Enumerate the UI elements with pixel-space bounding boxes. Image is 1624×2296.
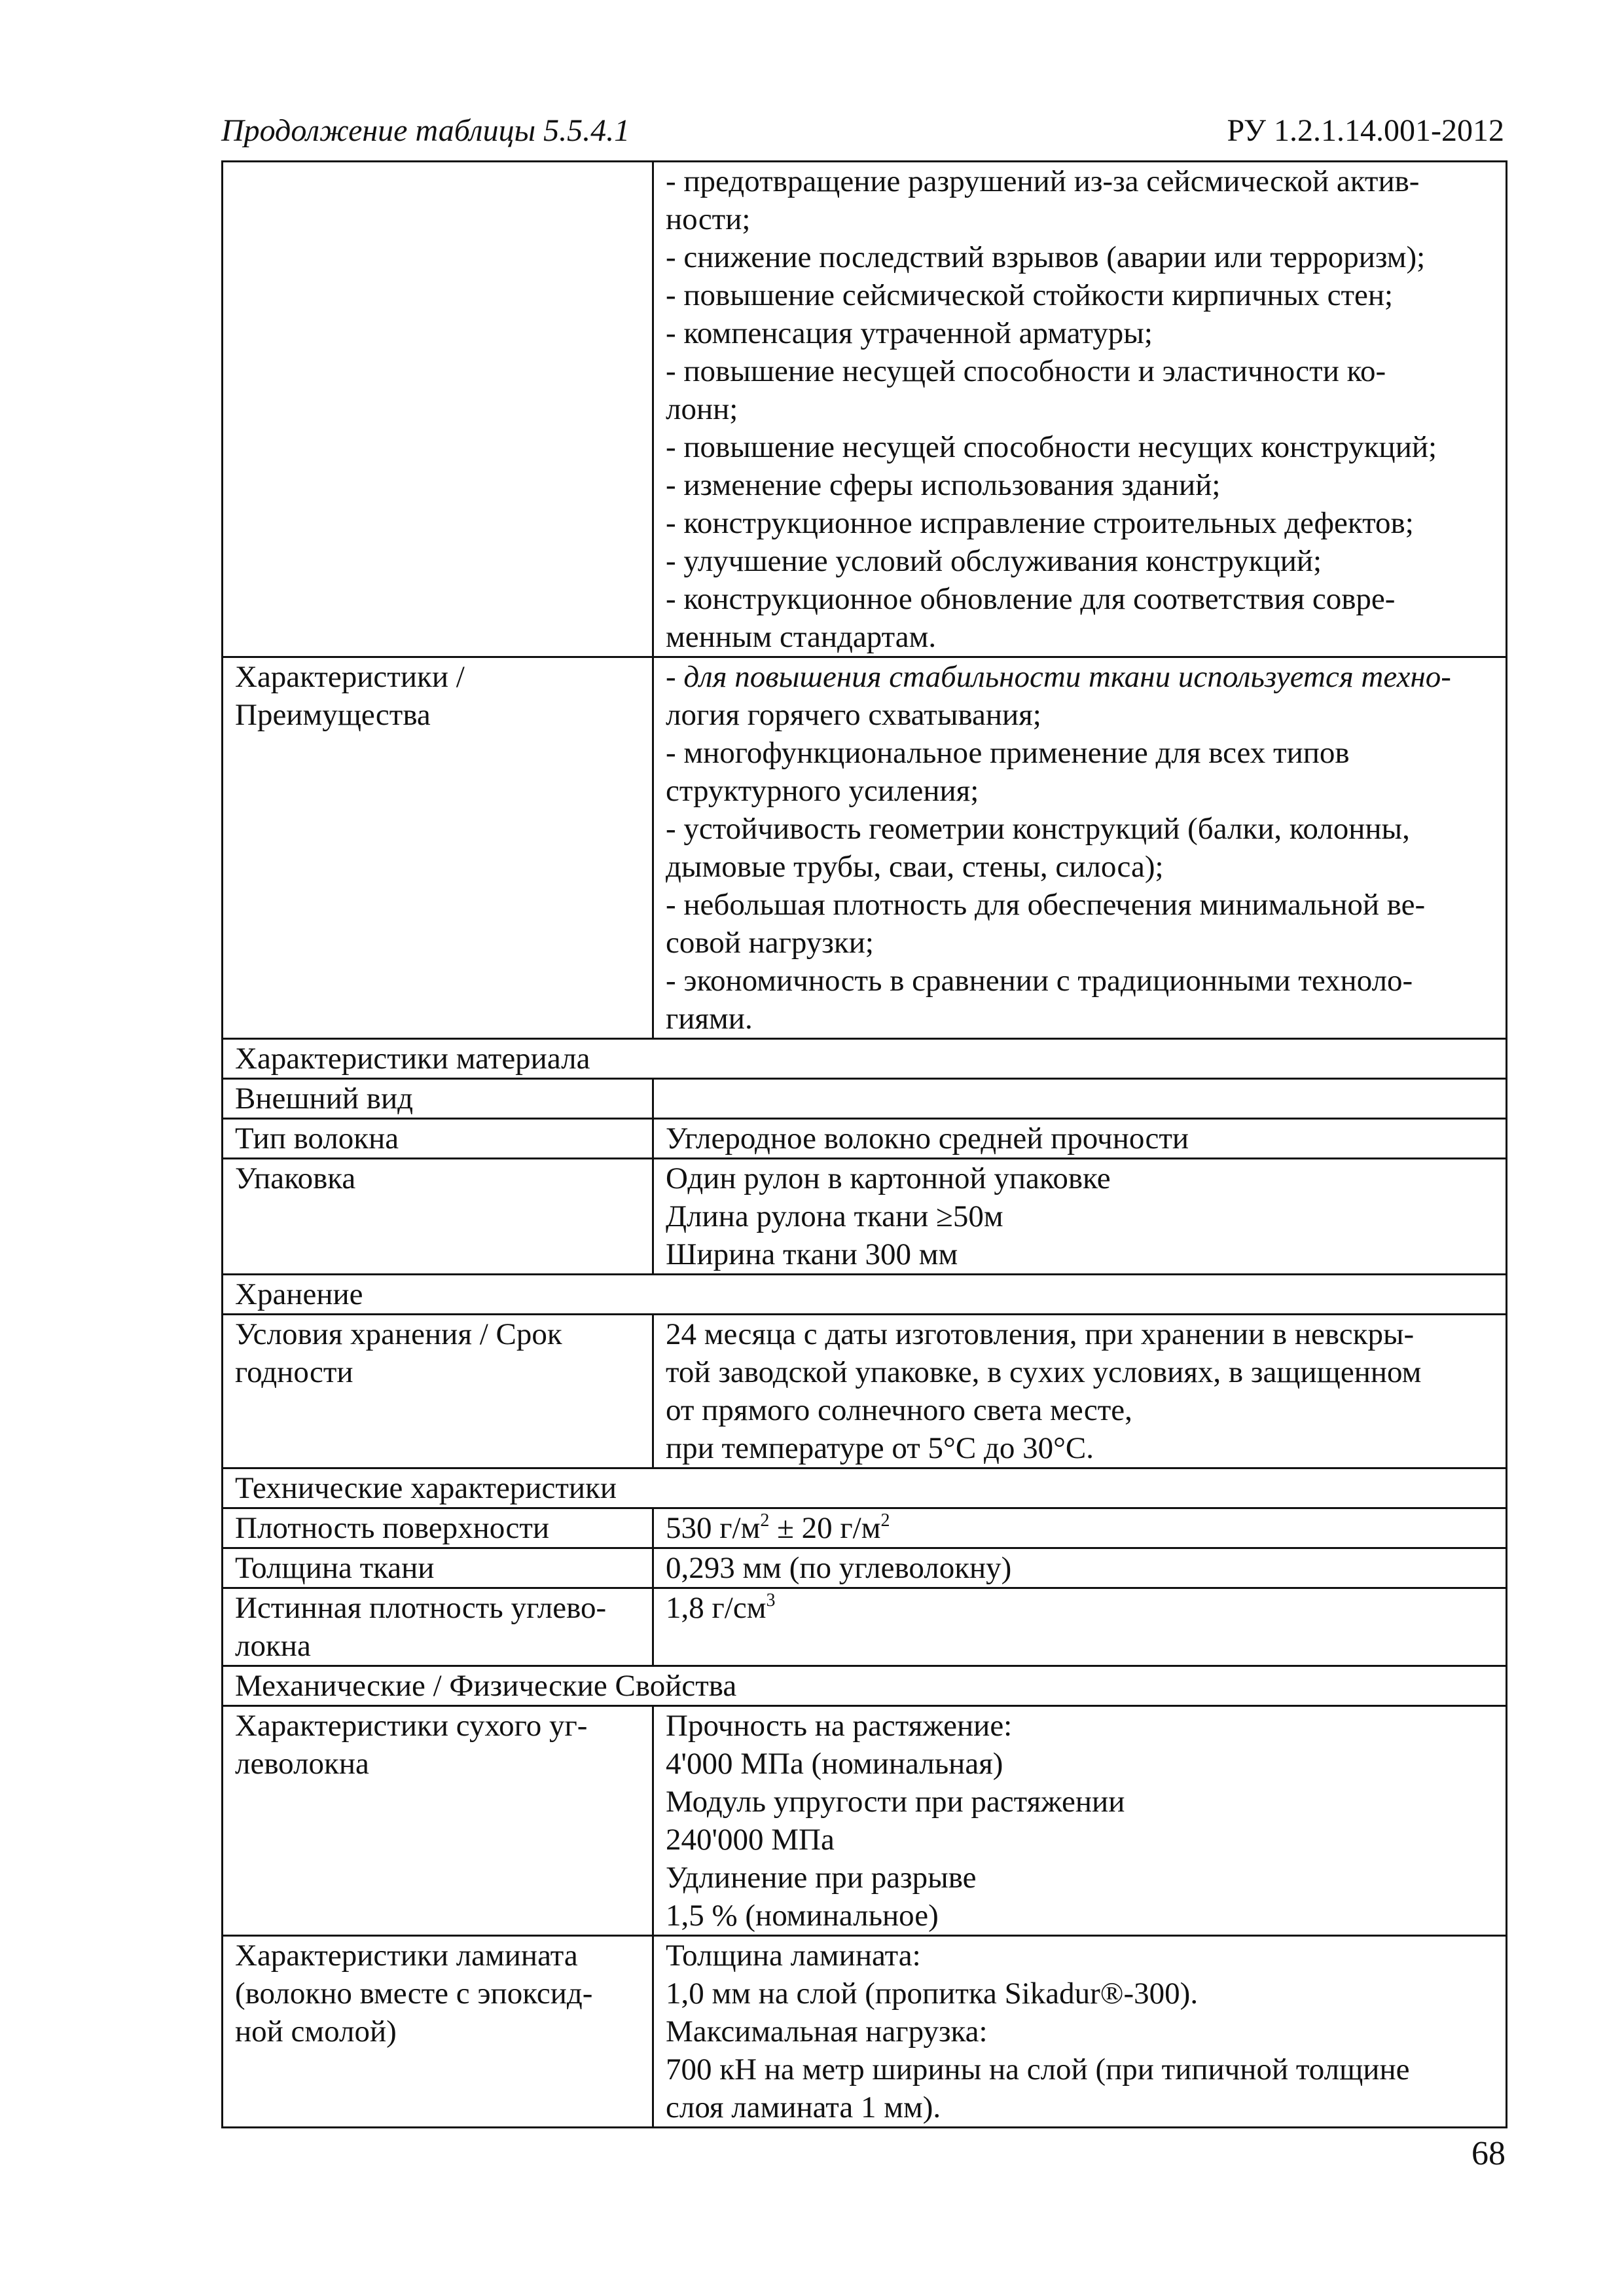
label-line: (волокно вместе с эпоксид- [235, 1977, 593, 2011]
text-line: гиями. [666, 1002, 753, 1036]
text-line: той заводской упаковке, в сухих условиях, в защищенном [666, 1355, 1422, 1389]
text-line: - устойчивость геометрии конструкций (балки, колонны, [666, 812, 1410, 846]
table-row [223, 1315, 1507, 1468]
table-row [223, 1159, 1507, 1275]
section-title: Механические / Физические Свойства [223, 1666, 1507, 1706]
section-header-row [223, 1666, 1507, 1706]
row-value-cell [653, 1706, 1507, 1936]
table-row [223, 1936, 1507, 2128]
text-line: логия горячего схватывания; [666, 698, 1041, 732]
text-line: совой нагрузки; [666, 926, 874, 960]
label-line: леволокна [235, 1747, 369, 1781]
density-tolerance: ± 20 г/м [769, 1511, 881, 1545]
text-line: - снижение последствий взрывов (аварии или терроризм); [666, 240, 1426, 274]
row-value-cell: Углеродное волокно средней прочности [653, 1119, 1507, 1159]
row-label-cell: Плотность поверхности [223, 1508, 653, 1548]
density-value: 530 г/м [666, 1511, 761, 1545]
text-line: - изменение сферы использования зданий; [666, 468, 1221, 502]
table-row [223, 1079, 1507, 1119]
text-line: - конструкционное исправление строительных дефектов; [666, 506, 1414, 540]
section-header-row [223, 1039, 1507, 1079]
row-label-cell: Тип волокна [223, 1119, 653, 1159]
superscript: 2 [760, 1510, 770, 1531]
text-line: от прямого солнечного света месте, [666, 1393, 1132, 1427]
section-header-row [223, 1468, 1507, 1508]
text-line: 240'000 МПа [666, 1823, 835, 1857]
text-line: - повышение сейсмической стойкости кирпичных стен; [666, 278, 1394, 312]
superscript: 2 [880, 1510, 890, 1531]
text-line: - предотвращение разрушений из-за сейсмической актив- [666, 164, 1420, 198]
document-code: РУ 1.2.1.14.001-2012 [1227, 113, 1504, 148]
specification-table [221, 160, 1507, 2128]
text-line: Удлинение при разрыве [666, 1861, 977, 1895]
text-line: 24 месяца с даты изготовления, при хранении в невскры- [666, 1317, 1415, 1351]
row-value-cell [653, 1936, 1507, 2128]
table-row [223, 162, 1507, 657]
text-line: структурного усиления; [666, 774, 979, 808]
section-title: Технические характеристики [223, 1468, 1507, 1508]
text-line: менным стандартам. [666, 620, 937, 654]
label-line: ной смолой) [235, 2014, 397, 2049]
row-value-cell [653, 1079, 1507, 1119]
row-value-cell [653, 1508, 1507, 1548]
row-label-cell [223, 1588, 653, 1666]
table-row [223, 1588, 1507, 1666]
text-line: Прочность на растяжение: [666, 1709, 1013, 1743]
text-line: Один рулон в картонной упаковке [666, 1161, 1111, 1195]
label-line: годности [235, 1355, 353, 1389]
row-label-cell [223, 1706, 653, 1936]
label-line: Условия хранения / Срок [235, 1317, 562, 1351]
text-line: - повышение несущей способности несущих конструкций; [666, 430, 1437, 464]
text-line: слоя ламината 1 мм). [666, 2090, 941, 2124]
text-line: Максимальная нагрузка: [666, 2014, 988, 2049]
row-value-cell [653, 1315, 1507, 1468]
row-label-cell: Толщина ткани [223, 1548, 653, 1588]
label-line: Характеристики сухого уг- [235, 1709, 588, 1743]
text-line: 1,5 % (номинальное) [666, 1899, 939, 1933]
text-line: - компенсация утраченной арматуры; [666, 316, 1153, 350]
table-continuation-caption: Продолжение таблицы 5.5.4.1 [221, 113, 630, 148]
label-line: Характеристики / [235, 660, 465, 694]
row-value-cell: 0,293 мм (по углеволокну) [653, 1548, 1507, 1588]
page-header [221, 105, 1504, 157]
row-value-cell [653, 657, 1507, 1039]
text-line: при температуре от 5°С до 30°С. [666, 1431, 1094, 1465]
row-label-cell: Упаковка [223, 1159, 653, 1275]
table-row [223, 1119, 1507, 1159]
label-line: локна [235, 1629, 311, 1663]
page-number: 68 [1471, 2135, 1506, 2172]
text-line: Длина рулона ткани ≥50м [666, 1199, 1003, 1233]
text-line: - улучшение условий обслуживания конструкций; [666, 544, 1322, 578]
text-line: дымовые трубы, сваи, стены, силоса); [666, 850, 1164, 884]
text-line: - многофункциональное применение для всех типов [666, 736, 1350, 770]
row-value-cell [653, 1588, 1507, 1666]
true-density-value: 1,8 г/см [666, 1591, 767, 1625]
text-line: - конструкционное обновление для соответствия совре- [666, 582, 1396, 616]
row-label-cell [223, 657, 653, 1039]
table-row [223, 1508, 1507, 1548]
section-title: Хранение [223, 1275, 1507, 1315]
row-label-cell: Внешний вид [223, 1079, 653, 1119]
table-row [223, 657, 1507, 1039]
text-line: ности; [666, 202, 751, 236]
section-header-row [223, 1275, 1507, 1315]
label-line: Преимущества [235, 698, 431, 732]
text-line: Толщина ламината: [666, 1939, 921, 1973]
table-row [223, 1706, 1507, 1936]
text-line: 1,0 мм на слой (пропитка Sikadur®-300). [666, 1977, 1199, 2011]
label-line: Истинная плотность углево- [235, 1591, 607, 1625]
row-value-cell [653, 162, 1507, 657]
text-line: - небольшая плотность для обеспечения минимальной ве- [666, 888, 1426, 922]
section-title: Характеристики материала [223, 1039, 1507, 1079]
row-label-cell [223, 162, 653, 657]
row-label-cell [223, 1936, 653, 2128]
row-value-cell [653, 1159, 1507, 1275]
text-line: 700 кН на метр ширины на слой (при типичной толщине [666, 2052, 1410, 2086]
text-line: Модуль упругости при растяжении [666, 1785, 1125, 1819]
text-line: - экономичность в сравнении с традиционными техноло- [666, 964, 1413, 998]
superscript: 3 [766, 1590, 776, 1611]
text-line: - для повышения стабильности ткани используется техно- [666, 660, 1451, 694]
text-line: Ширина ткани 300 мм [666, 1237, 958, 1271]
text-line: 4'000 МПа (номинальная) [666, 1747, 1003, 1781]
label-line: Характеристики ламината [235, 1939, 578, 1973]
text-line: - повышение несущей способности и эластичности ко- [666, 354, 1386, 388]
text-line: лонн; [666, 392, 738, 426]
table-row [223, 1548, 1507, 1588]
row-label-cell [223, 1315, 653, 1468]
